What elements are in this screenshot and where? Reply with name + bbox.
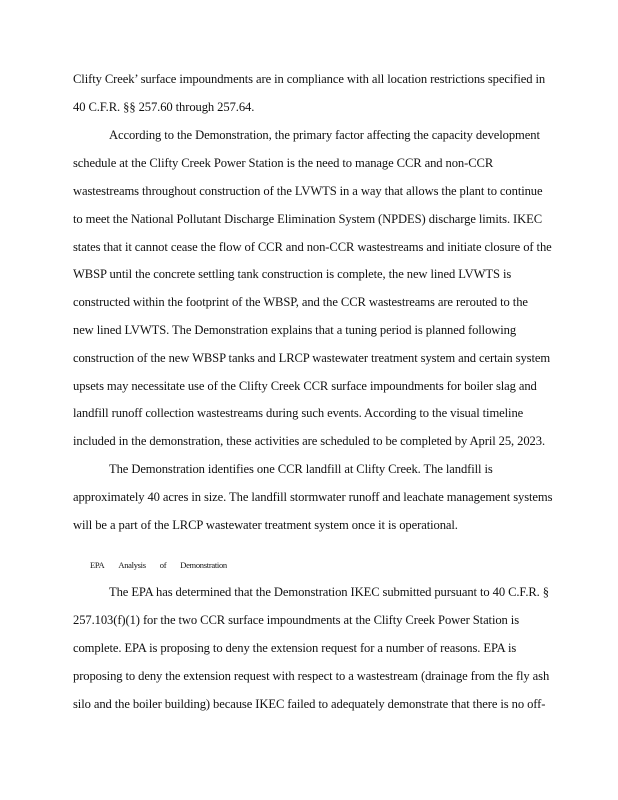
text-line: landfill runoff collection wastestreams during such events. According to the visual timeline [73, 406, 524, 420]
text-line: 257.103(f)(1) for the two CCR surface impoundments at the Clifty Creek Power Station is [73, 613, 519, 627]
heading-word: Analysis [118, 560, 146, 570]
text-line: states that it cannot cease the flow of CCR and non-CCR wastestreams and initiate closure of the [73, 240, 552, 254]
text-line: schedule at the Clifty Creek Power Station is the need to manage CCR and non-CCR [73, 156, 494, 170]
section-heading [90, 559, 241, 571]
text-line: According to the Demonstration, the primary factor affecting the capacity development [109, 128, 540, 142]
text-line: included in the demonstration, these activities are scheduled to be completed by April 25, 2023. [73, 434, 545, 448]
text-line: will be a part of the LRCP wastewater treatment system once it is operational. [73, 518, 458, 532]
text-line: The Demonstration identifies one CCR landfill at Clifty Creek. The landfill is [109, 462, 493, 476]
heading-word: Demonstration [180, 560, 227, 570]
text-line: to meet the National Pollutant Discharge Elimination System (NPDES) discharge limits. IKEC [73, 212, 543, 226]
text-line: silo and the boiler building) because IKEC failed to adequately demonstrate that there is no off- [73, 697, 546, 711]
text-line: Clifty Creek’ surface impoundments are in compliance with all location restrictions specified in [73, 72, 546, 86]
text-line: upsets may necessitate use of the Clifty Creek CCR surface impoundments for boiler slag and [73, 379, 537, 393]
text-line: complete. EPA is proposing to deny the extension request for a number of reasons. EPA is [73, 641, 517, 655]
text-line: WBSP until the concrete settling tank construction is complete, the new lined LVWTS is [73, 267, 512, 281]
text-line: wastestreams throughout construction of the LVWTS in a way that allows the plant to continue [73, 184, 543, 198]
text-line: proposing to deny the extension request with respect to a wastestream (drainage from the fly ash [73, 669, 550, 683]
heading-word: of [159, 560, 167, 570]
text-line: The EPA has determined that the Demonstration IKEC submitted pursuant to 40 C.F.R. § [109, 585, 549, 599]
heading-word: EPA [90, 560, 105, 570]
text-line: 40 C.F.R. §§ 257.60 through 257.64. [73, 100, 255, 114]
text-line: construction of the new WBSP tanks and LRCP wastewater treatment system and certain system [73, 351, 551, 365]
text-line: new lined LVWTS. The Demonstration explains that a tuning period is planned following [73, 323, 517, 337]
text-line: constructed within the footprint of the WBSP, and the CCR wastestreams are rerouted to the [73, 295, 528, 309]
text-line: approximately 40 acres in size. The landfill stormwater runoff and leachate management systems [73, 490, 553, 504]
